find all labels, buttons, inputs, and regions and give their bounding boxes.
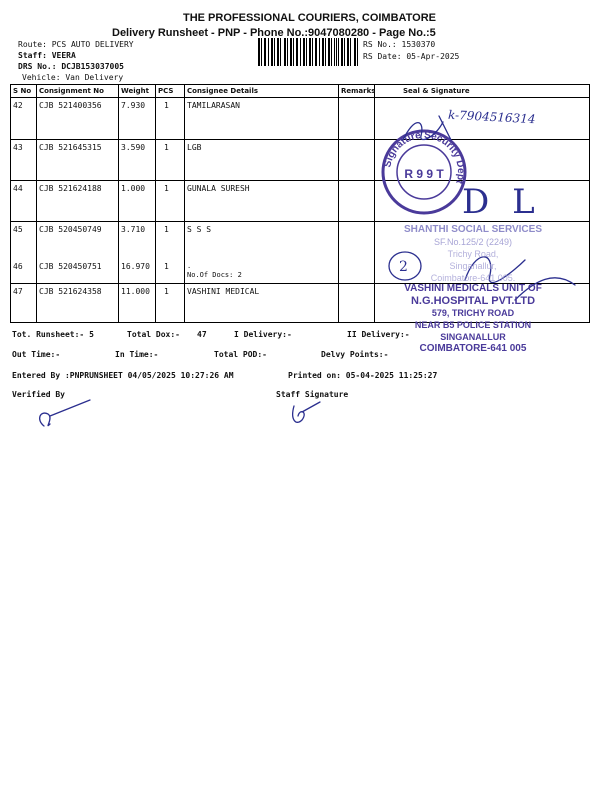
staff-label: Staff: VEERA [18,51,76,60]
cell-remarks [339,140,375,181]
header-pcs: PCS [156,85,185,98]
vehicle-label: Vehicle: Van Delivery [22,73,124,82]
cell-pcs: 1 [156,98,185,140]
header-seal: Seal & Signature [375,85,590,98]
handwritten-dl: D L [462,182,541,222]
vashini-line6: COIMBATORE-641 005 [419,343,527,354]
header-weight: Weight [119,85,156,98]
rs-number: RS No.: 1530370 [363,40,436,49]
verified-by: Verified By [12,390,65,399]
shanthi-line4: Singanallur, [449,261,497,271]
table-header-row [11,85,590,98]
cell-consignment: CJB 520450751 [37,259,119,284]
signature-scribble-row42 [395,110,475,150]
docs-count: No.Of Docs: 2 [187,270,242,279]
vashini-line5: SINGANALLUR [440,332,506,342]
svg-text:2: 2 [399,259,408,275]
shanthi-line3: Trichy Road, [447,249,499,259]
total-pod: Total POD:- [214,350,267,359]
verified-by-signature [30,396,100,436]
company-title: THE PROFESSIONAL COURIERS, COIMBATORE [183,12,437,24]
drs-number: DRS No.: DCJB153037005 [18,62,124,71]
cell-sno: 43 [11,140,37,181]
cell-remarks [339,181,375,222]
cell-sno: 42 [11,98,37,140]
cell-pcs: 1 [156,283,185,322]
entered-by: Entered By :PNPRUNSHEET 04/05/2025 10:27:26 AM [12,371,234,380]
in-time: In Time:- [115,350,159,359]
shanthi-line1: SHANTHI SOCIAL SERVICES [404,224,542,235]
barcode [258,38,360,66]
cell-sno: 45 [11,222,37,259]
total-dox-value: 47 [197,330,207,339]
cell-consignment: CJB 521624358 [37,283,119,322]
runsheet-subtitle: Delivery Runsheet - PNP - Phone No.:9047080280 - Page No.:5 [112,27,436,39]
total-dox-label: Total Dox:- [127,330,180,339]
consignee-dot: . [187,261,192,270]
cell-weight: 11.000 [119,283,156,322]
cell-consignment: CJB 521645315 [37,140,119,181]
total-runsheet: Tot. Runsheet:- 5 [12,330,94,339]
out-time: Out Time:- [12,350,61,359]
cell-consignee: LGB [185,140,339,181]
shanthi-line5: Coimbatore-641 005. [430,273,516,283]
cell-sno: 44 [11,181,37,222]
cell-consignee: TAMILARASAN [185,98,339,140]
staff-signature-label: Staff Signature [276,390,349,399]
vashini-line4: NEAR B5 POLICE STATION [414,320,532,330]
cell-remarks [339,222,375,259]
cell-remarks [339,259,375,284]
printed-on: Printed on: 05-04-2025 11:25:27 [288,371,438,380]
cell-weight: 3.710 [119,222,156,259]
vashini-line2: N.G.HOSPITAL PVT.LTD [410,295,536,307]
ii-delivery: II Delivery:- [347,330,410,339]
vashini-stamp [382,283,564,355]
cell-pcs: 1 [156,259,185,284]
table-row [11,140,590,181]
cell-weight: 3.590 [119,140,156,181]
header-consignment: Consignment No [37,85,119,98]
shanthi-line2: SF.No.125/2 (2249) [433,237,513,247]
cell-remarks [339,98,375,140]
cell-sno: 47 [11,283,37,322]
rs-date: RS Date: 05-Apr-2025 [363,52,460,61]
cell-weight: 7.930 [119,98,156,140]
cell-consignee: VASHINI MEDICAL [185,283,339,322]
cell-consignment: CJB 521624188 [37,181,119,222]
header-consignee: Consignee Details [185,85,339,98]
header-sno: S No [11,85,37,98]
shanthi-stamp [388,224,558,284]
cell-consignee [185,259,339,284]
header-remarks: Remarks [339,85,375,98]
cell-remarks [339,283,375,322]
cell-sno: 46 [11,259,37,284]
route-label: Route: PCS AUTO DELIVERY [18,40,134,49]
cell-consignment: CJB 520450749 [37,222,119,259]
handwritten-phone-note: k-7904516314 [447,107,536,127]
cell-weight: 1.000 [119,181,156,222]
cell-consignee: S S S [185,222,339,259]
delvy-points: Delvy Points:- [321,350,389,359]
cell-consignee: GUNALA SURESH [185,181,339,222]
cell-pcs: 1 [156,222,185,259]
cell-consignment: CJB 521400356 [37,98,119,140]
vashini-line3: 579, TRICHY ROAD [431,308,515,318]
cell-weight: 16.970 [119,259,156,284]
i-delivery: I Delivery:- [234,330,292,339]
cell-pcs: 1 [156,181,185,222]
cell-pcs: 1 [156,140,185,181]
vashini-line1: VASHINI MEDICALS UNIT OF [404,283,542,294]
security-stamp-center: R 9 9 T [404,167,444,181]
staff-signature-mark [286,398,346,432]
security-stamp-ring-text: Signature Security Dept [382,129,467,186]
